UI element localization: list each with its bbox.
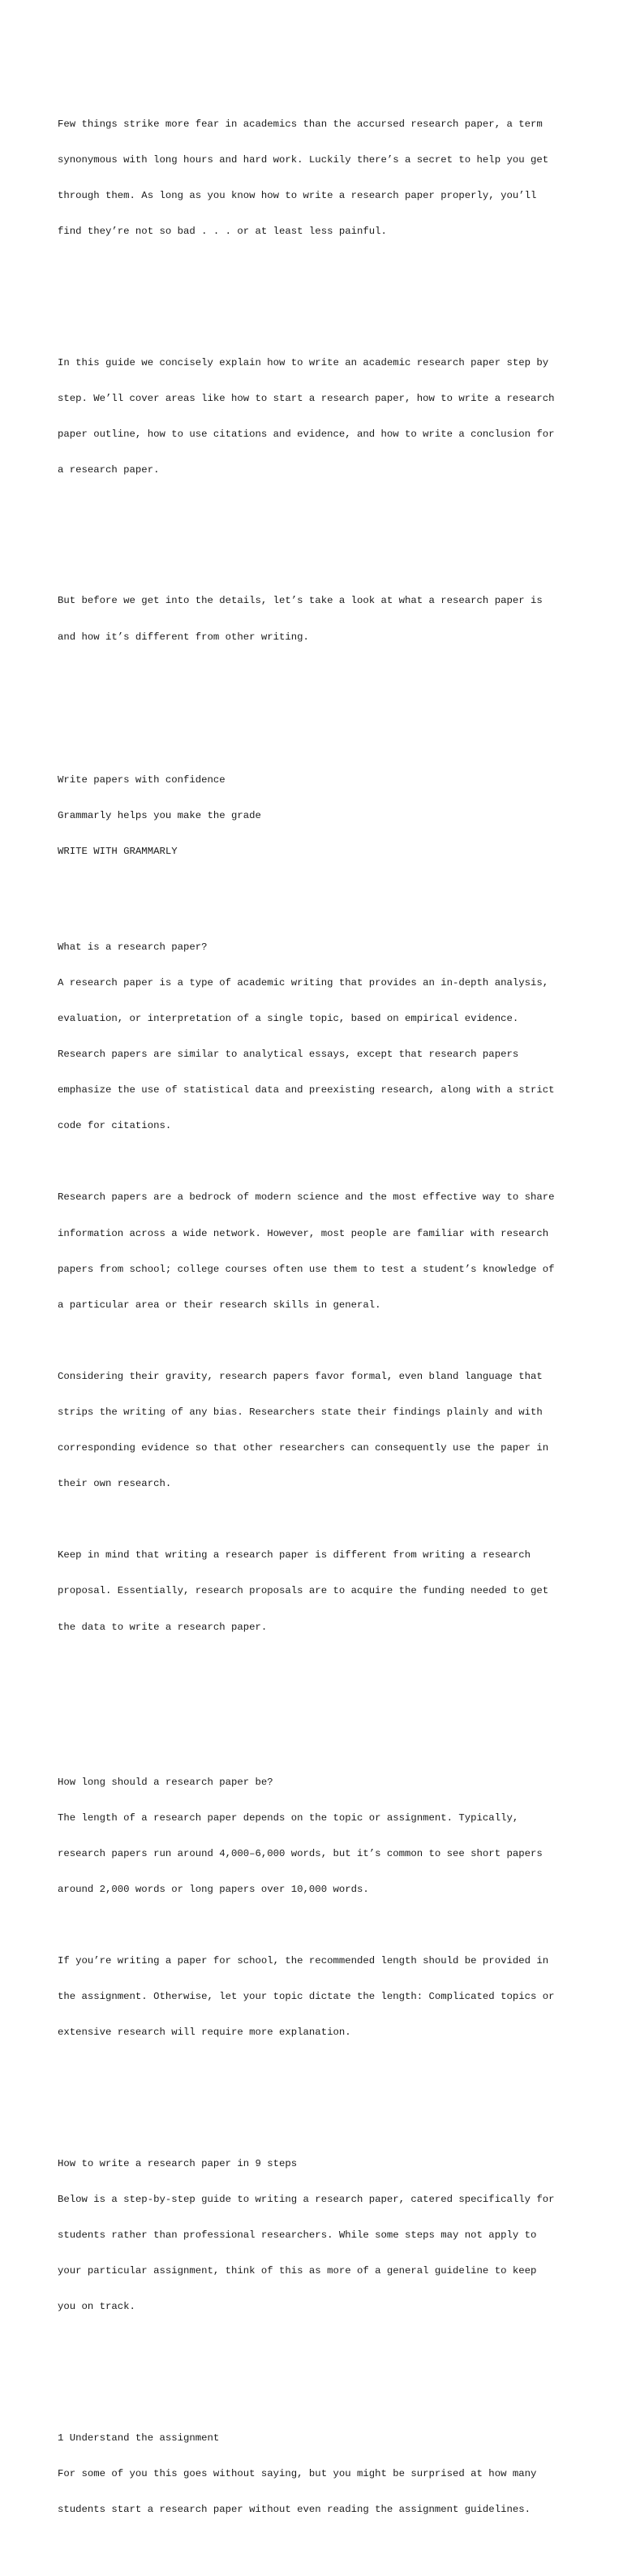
text-line: your particular assignment, think of this as more of a general guideline to keep — [58, 2265, 537, 2277]
text-line: Below is a step-by-step guide to writing a research paper, catered specifically for — [58, 2194, 555, 2206]
intro-paragraph-2 — [58, 333, 577, 500]
text-line: their own research. — [58, 1478, 172, 1490]
promo-block — [58, 751, 577, 882]
section-what-is — [58, 917, 577, 1656]
text-line: Few things strike more fear in academics than the accursed research paper, a term — [58, 118, 543, 130]
text-line: Research papers are a bedrock of modern science and the most effective way to share — [58, 1191, 555, 1204]
promo-subtitle: Grammarly helps you make the grade — [58, 810, 261, 822]
text-line: In this guide we concisely explain how to write an academic research paper step by — [58, 356, 549, 368]
text-line: you on track. — [58, 2301, 135, 2313]
text-line: corresponding evidence so that other researchers can consequently use the paper in — [58, 1442, 549, 1454]
text-line: synonymous with long hours and hard work. Luckily there’s a secret to help you get — [58, 153, 549, 166]
document-body — [58, 58, 577, 2576]
promo-link[interactable]: WRITE WITH GRAMMARLY — [58, 846, 178, 858]
text-line: paper outline, how to use citations and evidence, and how to write a conclusion for — [58, 428, 555, 440]
text-line: the data to write a research paper. — [58, 1621, 268, 1633]
text-line: students rather than professional researchers. While some steps may not apply to — [58, 2229, 537, 2242]
text-line: But before we get into the details, let’s take a look at what a research paper is — [58, 595, 543, 607]
step-heading: 1 Understand the assignment — [58, 2432, 220, 2445]
text-line: research papers run around 4,000–6,000 words, but it’s common to see short papers — [58, 1847, 543, 1859]
text-line: strips the writing of any bias. Researchers state their findings plainly and with — [58, 1406, 543, 1418]
text-line: Keep in mind that writing a research paper is different from writing a research — [58, 1549, 531, 1562]
text-line: The length of a research paper depends on the topic or assignment. Typically, — [58, 1811, 519, 1824]
text-line: around 2,000 words or long papers over 10,000 words. — [58, 1883, 369, 1895]
text-line: proposal. Essentially, research proposals are to acquire the funding needed to get — [58, 1585, 549, 1597]
section-heading: How long should a research paper be? — [58, 1776, 273, 1788]
text-line: Research papers are similar to analytical essays, except that research papers — [58, 1049, 519, 1061]
text-line: step. We’ll cover areas like how to start a research paper, how to write a research — [58, 392, 555, 404]
section-length — [58, 1752, 577, 2062]
section-heading: What is a research paper? — [58, 941, 208, 953]
text-line: a research paper. — [58, 463, 160, 476]
section-steps — [58, 2134, 577, 2337]
text-line: a particular area or their research skills in general. — [58, 1299, 381, 1311]
text-line: and how it’s different from other writing. — [58, 631, 309, 643]
intro-paragraph-3 — [58, 571, 577, 667]
text-line: evaluation, or interpretation of a single topic, based on empirical evidence. — [58, 1012, 519, 1024]
text-line: Considering their gravity, research papers favor formal, even bland language that — [58, 1370, 543, 1382]
text-line: If you’re writing a paper for school, the recommended length should be provided in — [58, 1955, 549, 1967]
text-line: emphasize the use of statistical data and preexisting research, along with a strict — [58, 1084, 555, 1096]
step-1 — [58, 2409, 577, 2540]
text-line: papers from school; college courses often use them to test a student’s knowledge of — [58, 1263, 555, 1275]
promo-title: Write papers with confidence — [58, 773, 226, 786]
intro-paragraph-1 — [58, 94, 577, 261]
text-line: information across a wide network. However, most people are familiar with research — [58, 1227, 549, 1239]
text-line: extensive research will require more explanation. — [58, 2027, 351, 2039]
text-line: For some of you this goes without saying, but you might be surprised at how many — [58, 2468, 537, 2480]
text-line: through them. As long as you know how to write a research paper properly, you’ll — [58, 189, 537, 201]
section-heading: How to write a research paper in 9 steps — [58, 2158, 298, 2170]
text-line: find they’re not so bad . . . or at least less painful. — [58, 225, 387, 237]
text-line: students start a research paper without even reading the assignment guidelines. — [58, 2504, 531, 2516]
text-line: A research paper is a type of academic writing that provides an in-depth analysis, — [58, 976, 549, 989]
text-line: code for citations. — [58, 1120, 172, 1132]
text-line: the assignment. Otherwise, let your topic dictate the length: Complicated topics or — [58, 1991, 555, 2003]
